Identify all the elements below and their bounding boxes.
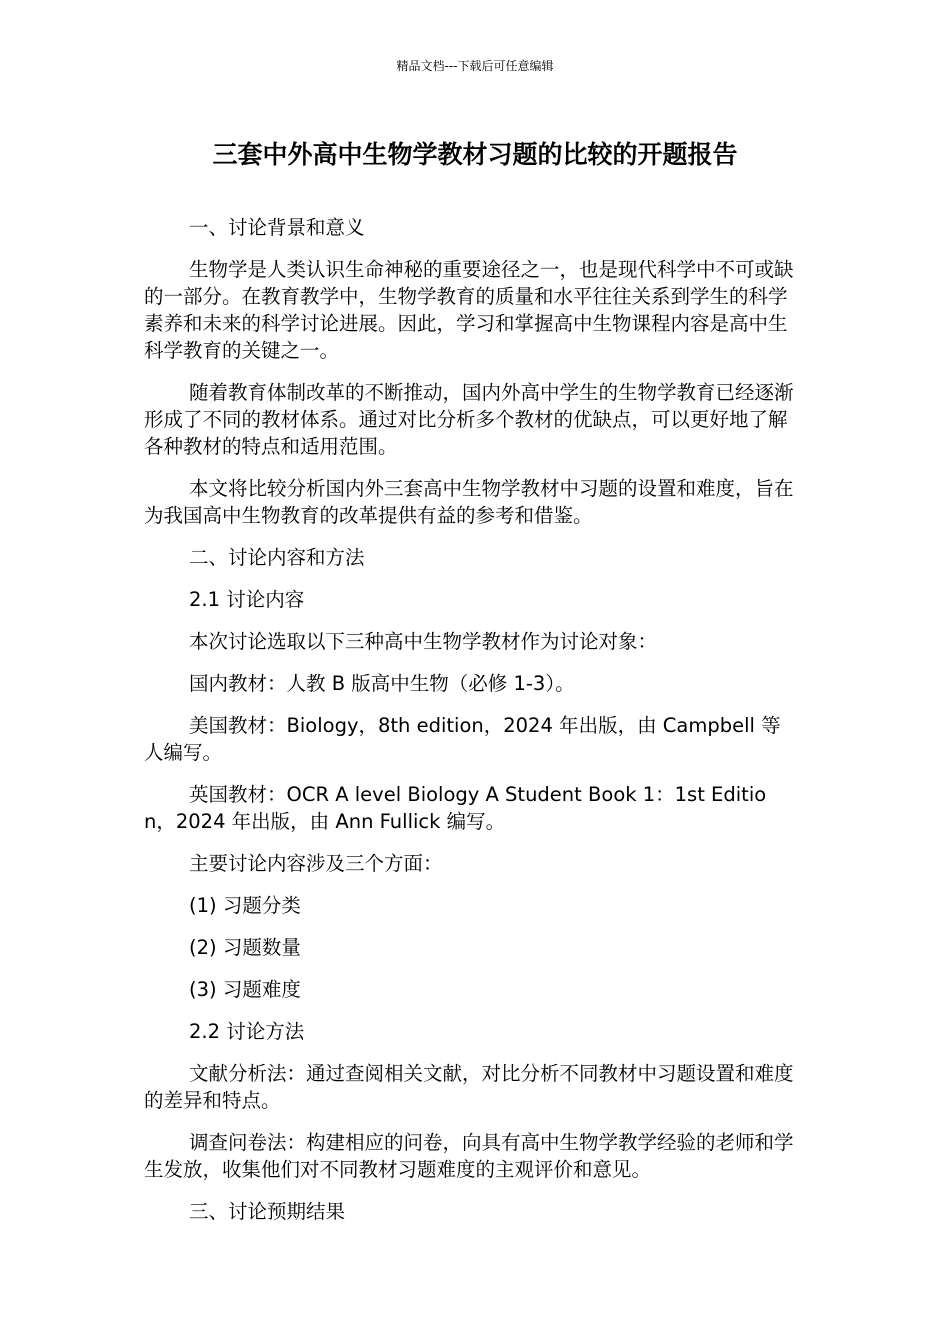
section-heading-expected-results: 三、讨论预期结果 (189, 1200, 346, 1223)
method-questionnaire: 调查问卷法：构建相应的问卷，向具有高中生物学教学经验的老师和学生发放，收集他们对不同教材习题难度的主观评价和意见。 (144, 1131, 794, 1181)
section-heading-background: 一、讨论背景和意义 (189, 216, 365, 239)
paragraph-reform: 随着教育体制改革的不断推动，国内外高中学生的生物学教育已经逐渐形成了不同的教材体系。通过对比分析多个教材的优缺点，可以更好地了解各种教材的特点和适用范围。 (144, 381, 794, 458)
paragraph-aspects: 主要讨论内容涉及三个方面： (189, 852, 443, 875)
subheading-content: 2.1 讨论内容 (189, 588, 305, 611)
paragraph-selection: 本次讨论选取以下三种高中生物学教材作为讨论对象： (189, 630, 658, 653)
textbook-uk: 英国教材：OCR A level Biology A Student Book 1：1st Edition，2024 年出版，由 Ann Fullick 编写。 (144, 783, 767, 833)
section-heading-content-method: 二、讨论内容和方法 (189, 546, 365, 569)
document-body (144, 214, 794, 1240)
textbook-us: 美国教材：Biology，8th edition，2024 年出版，由 Campbell 等人编写。 (144, 714, 781, 764)
textbook-domestic: 国内教材：人教 B 版高中生物（必修 1-3）。 (189, 672, 575, 695)
paragraph-purpose: 本文将比较分析国内外三套高中生物学教材中习题的设置和难度，旨在为我国高中生物教育的改革提供有益的参考和借鉴。 (144, 477, 794, 527)
header-note: 精品文档---下载后可任意编辑 (396, 59, 554, 73)
document-title: 三套中外高中生物学教材习题的比较的开题报告 (212, 140, 738, 169)
list-item-difficulty: (3) 习题难度 (189, 978, 301, 1001)
method-literature: 文献分析法：通过查阅相关文献，对比分析不同教材中习题设置和难度的差异和特点。 (144, 1062, 794, 1112)
subheading-method: 2.2 讨论方法 (189, 1020, 305, 1043)
list-item-quantity: (2) 习题数量 (189, 936, 301, 959)
paragraph-biology-importance: 生物学是人类认识生命神秘的重要途径之一，也是现代科学中不可或缺的一部分。在教育教学中，生物学教育的质量和水平往往关系到学生的科学素养和未来的科学讨论进展。因此，学习和掌握高中生物课程内容是高中生科学教育的关键之一。 (144, 258, 794, 362)
list-item-classification: (1) 习题分类 (189, 894, 301, 917)
